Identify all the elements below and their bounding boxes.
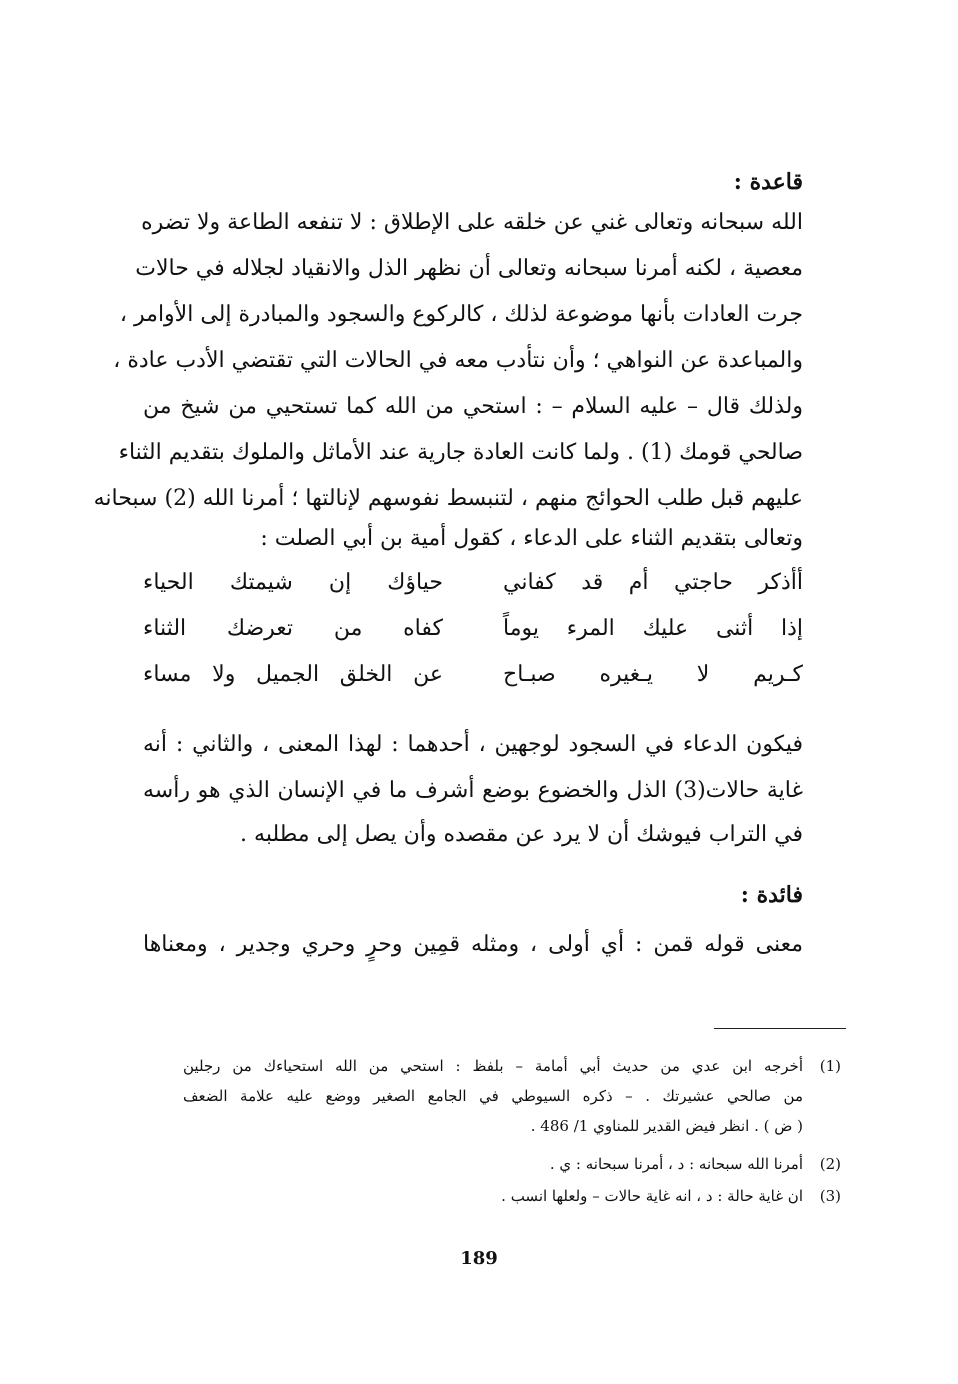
verse-line	[143, 612, 803, 646]
section-heading-rule: قاعدة :	[733, 169, 803, 195]
footnote-number: (3)	[819, 1187, 841, 1205]
footnote-line: أمرنا الله سبحانه : د ، أمرنا سبحانه : ي .	[549, 1155, 803, 1173]
footnote-number: (2)	[819, 1155, 841, 1173]
paragraph-line: الله سبحانه وتعالى غني عن خلقه على الإطلاق : لا تنفعه الطاعة ولا تضره	[141, 210, 803, 235]
verse-line	[143, 566, 803, 600]
footnote-separator	[714, 1028, 846, 1029]
verse-second-hemistich: عن الخلق الجميل ولا مساء	[143, 662, 443, 687]
paragraph-line: والمباعدة عن النواهي ؛ وأن نتأدب معه في الحالات التي تقتضي الأدب عادة ،	[113, 348, 803, 373]
footnote-line: ( ض ) . انظر فيض القدير للمناوي 1/ 486 .	[530, 1117, 803, 1135]
paragraph-line: صالحي قومك (1) . ولما كانت العادة جارية عند الأماثل والملوك بتقديم الثناء	[118, 440, 803, 465]
footnote-line: أخرجه ابن عدي من حديث أبي أمامة – بلفظ : استحي من الله استحياءك من رجلين	[183, 1057, 803, 1075]
paragraph-line: معنى قوله قمن : أي أولى ، ومثله قمِين وحرٍ وحري وجدير ، ومعناها	[143, 932, 803, 957]
paragraph-line: عليهم قبل طلب الحوائج منهم ، لتنبسط نفوسهم لإنالتها ؛ أمرنا الله (2) سبحانه	[93, 486, 803, 511]
verse-first-hemistich: كـريم لا يـغيره صبـاح	[503, 662, 803, 687]
footnote-line: ان غاية حالة : د ، انه غاية حالات – ولعلها انسب .	[501, 1187, 803, 1205]
verse-first-hemistich: أأذكر حاجتي أم قد كفاني	[503, 570, 803, 595]
paragraph-line: معصية ، لكنه أمرنا سبحانه وتعالى أن نظهر الذل والانقياد لجلاله في حالات	[135, 256, 803, 281]
verse-second-hemistich: كفاه من تعرضك الثناء	[143, 616, 443, 641]
verse-first-hemistich: إذا أثنى عليك المرء يوماً	[503, 616, 803, 641]
page-number: 189	[460, 1248, 498, 1269]
verse-line	[143, 658, 803, 692]
paragraph-line: ولذلك قال – عليه السلام – : استحي من الله كما تستحيي من شيخ من	[143, 394, 803, 419]
paragraph-line: جرت العادات بأنها موضوعة لذلك ، كالركوع والسجود والمبادرة إلى الأوامر ،	[119, 302, 803, 327]
section-heading-benefit: فائدة :	[740, 882, 803, 908]
verse-second-hemistich: حياؤك إن شيمتك الحياء	[143, 570, 443, 595]
paragraph-line: فيكون الدعاء في السجود لوجهين ، أحدهما : لهذا المعنى ، والثاني : أنه	[143, 732, 803, 757]
paragraph-line: وتعالى بتقديم الثناء على الدعاء ، كقول أمية بن أبي الصلت :	[260, 526, 803, 551]
footnote-line: من صالحي عشيرتك . – ذكره السيوطي في الجامع الصغير ووضع عليه علامة الضعف	[183, 1087, 803, 1105]
paragraph-line: غاية حالات(3) الذل والخضوع بوضع أشرف ما في الإنسان الذي هو رأسه	[143, 778, 803, 803]
paragraph-line: في التراب فيوشك أن لا يرد عن مقصده وأن يصل إلى مطلبه .	[240, 822, 803, 847]
footnote-number: (1)	[819, 1057, 841, 1075]
